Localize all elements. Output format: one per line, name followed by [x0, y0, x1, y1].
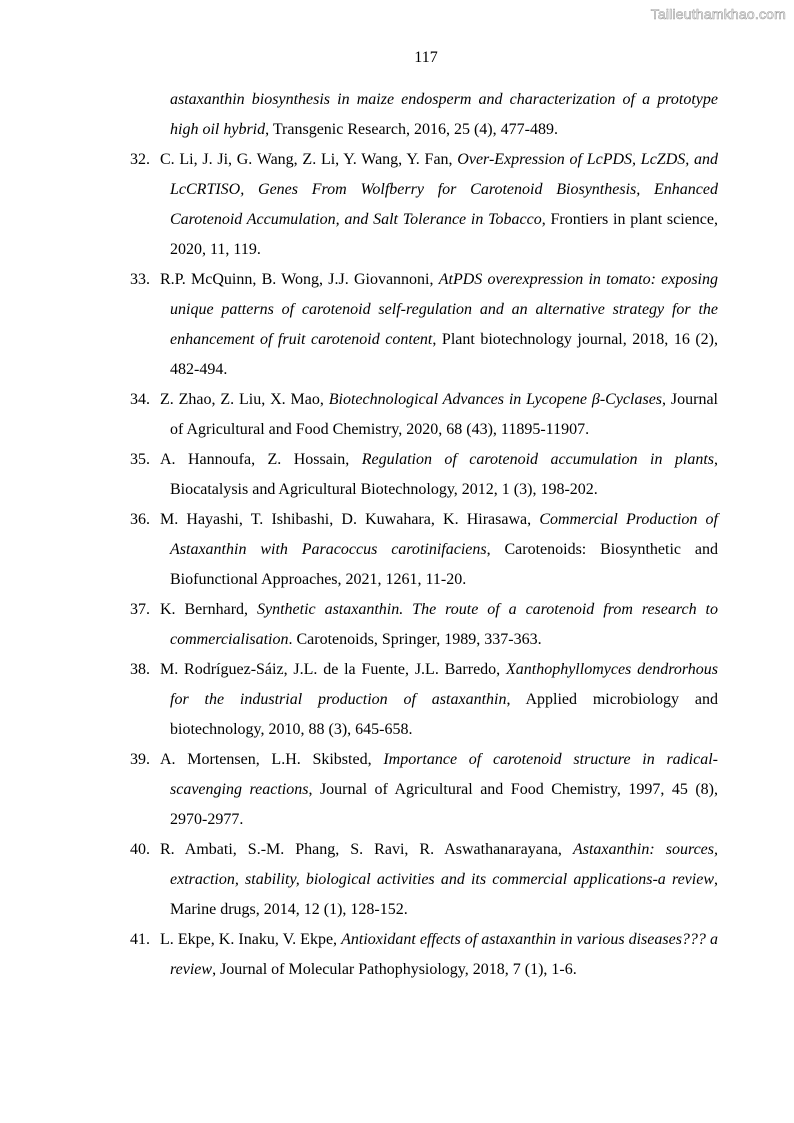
- reference-source: , Frontiers in plant science, 2020, 11, 119.: [170, 211, 719, 258]
- reference-title: Regulation of carotenoid accumulation in plants: [361, 451, 715, 468]
- reference-item: [130, 925, 718, 985]
- reference-number: 33.: [130, 271, 150, 288]
- reference-authors: Z. Zhao, Z. Liu, X. Mao,: [160, 391, 329, 408]
- reference-authors: L. Ekpe, K. Inaku, V. Ekpe,: [160, 931, 342, 948]
- reference-source: , Transgenic Research, 2016, 25 (4), 477-489.: [265, 121, 558, 138]
- reference-authors: K. Bernhard,: [160, 601, 257, 618]
- reference-authors: M. Rodríguez-Sáiz, J.L. de la Fuente, J.L. Barredo,: [160, 661, 506, 678]
- reference-item: [130, 505, 718, 595]
- reference-title: Importance of carotenoid structure in radical-scavenging reactions: [170, 751, 718, 798]
- reference-number: 38.: [130, 661, 150, 678]
- reference-number: 40.: [130, 841, 150, 858]
- reference-title: Xanthophyllomyces dendrorhous for the industrial production of astaxanthin: [170, 661, 718, 708]
- reference-source: , Plant biotechnology journal, 2018, 16 (2), 482-494.: [170, 331, 719, 378]
- reference-source: , Journal of Agricultural and Food Chemistry, 2020, 68 (43), 11895-11907.: [170, 391, 719, 438]
- reference-number: 36.: [130, 511, 150, 528]
- reference-list: [130, 85, 718, 985]
- reference-item: [130, 835, 718, 925]
- reference-title: Commercial Production of Astaxanthin with Paracoccus carotinifaciens: [170, 511, 718, 558]
- reference-item: [130, 145, 718, 265]
- reference-source: , Journal of Agricultural and Food Chemistry, 1997, 45 (8), 2970-2977.: [170, 781, 718, 828]
- reference-source: , Biocatalysis and Agricultural Biotechnology, 2012, 1 (3), 198-202.: [170, 451, 719, 498]
- reference-item: [130, 745, 718, 835]
- reference-title: AtPDS overexpression in tomato: exposing unique patterns of carotenoid self-regulation and an alternative strategy for the enhancement of fruit carotenoid content: [170, 271, 719, 348]
- reference-authors: M. Hayashi, T. Ishibashi, D. Kuwahara, K. Hirasawa,: [160, 511, 540, 528]
- reference-title: Biotechnological Advances in Lycopene β-Cyclases: [328, 391, 663, 408]
- reference-title: Antioxidant effects of astaxanthin in various diseases??? a review: [170, 931, 719, 978]
- reference-item: [130, 595, 718, 655]
- reference-source: , Journal of Molecular Pathophysiology, 2018, 7 (1), 1-6.: [212, 961, 577, 978]
- reference-title: Over-Expression of LcPDS, LcZDS, and LcCRTISO, Genes From Wolfberry for Carotenoid Biosynthesis, Enhanced Carotenoid Accumulation, and Salt Tolerance in Tobacco: [170, 151, 718, 228]
- reference-item: [130, 655, 718, 745]
- reference-source: , Applied microbiology and biotechnology, 2010, 88 (3), 645-658.: [170, 691, 719, 738]
- reference-number: 34.: [130, 391, 150, 408]
- reference-title: astaxanthin biosynthesis in maize endosperm and characterization of a prototype high oil hybrid: [170, 91, 718, 138]
- reference-item: [130, 85, 718, 145]
- page-number: 117: [414, 49, 438, 66]
- reference-title: Astaxanthin: sources, extraction, stability, biological activities and its commercial applications-a review: [170, 841, 719, 888]
- reference-source: . Carotenoids, Springer, 1989, 337-363.: [288, 631, 542, 648]
- watermark-text: Tailieuthamkhao.com: [650, 6, 786, 22]
- reference-authors: R.P. McQuinn, B. Wong, J.J. Giovannoni,: [160, 271, 439, 288]
- reference-authors: A. Hannoufa, Z. Hossain,: [160, 451, 362, 468]
- reference-number: 39.: [130, 751, 150, 768]
- reference-number: 41.: [130, 931, 150, 948]
- reference-title: Synthetic astaxanthin. The route of a carotenoid from research to commercialisation: [170, 601, 719, 648]
- reference-authors: R. Ambati, S.-M. Phang, S. Ravi, R. Aswathanarayana,: [160, 841, 573, 858]
- reference-source: , Carotenoids: Biosynthetic and Biofunctional Approaches, 2021, 1261, 11-20.: [170, 541, 719, 588]
- reference-number: 37.: [130, 601, 150, 618]
- reference-item: [130, 265, 718, 385]
- reference-item: [130, 445, 718, 505]
- reference-number: 32.: [130, 151, 150, 168]
- reference-source: , Marine drugs, 2014, 12 (1), 128-152.: [170, 871, 718, 918]
- reference-authors: C. Li, J. Ji, G. Wang, Z. Li, Y. Wang, Y. Fan,: [160, 151, 458, 168]
- reference-authors: A. Mortensen, L.H. Skibsted,: [160, 751, 384, 768]
- reference-item: [130, 385, 718, 445]
- reference-number: 35.: [130, 451, 150, 468]
